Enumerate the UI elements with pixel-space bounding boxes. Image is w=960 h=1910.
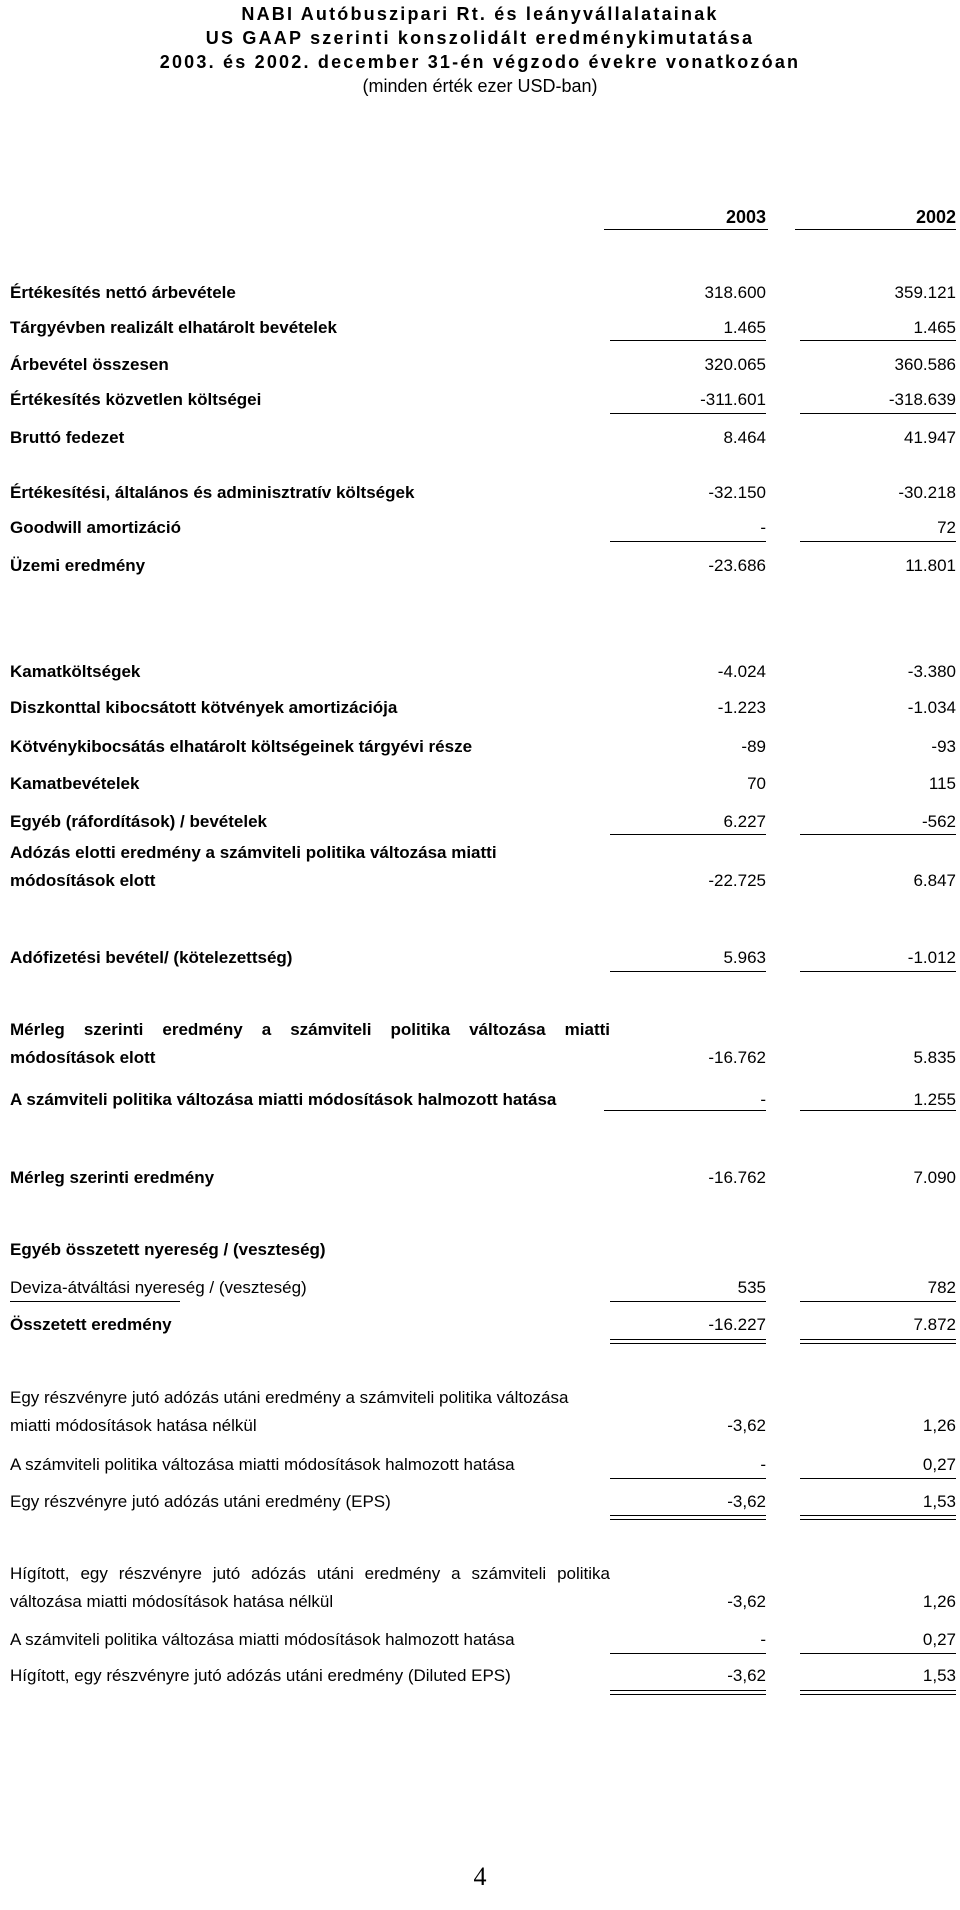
value-2002: 115 (928, 774, 956, 793)
value-2003: -32.150 (708, 483, 766, 502)
row-label: Üzemi eredmény (10, 556, 146, 575)
value-2002: -1.012 (907, 948, 956, 967)
underline (610, 1339, 766, 1340)
underline (800, 1301, 956, 1302)
header-company: NABI Autóbuszipari Rt. és leányvállalatainak (241, 4, 719, 24)
underline (610, 340, 766, 341)
value-2003: -1.223 (717, 698, 766, 717)
double-underline (610, 1694, 766, 1695)
value-2003: -23.686 (708, 556, 766, 575)
underline (800, 1653, 956, 1654)
header-period: 2003. és 2002. december 31-én végzodo évekre vonatkozóan (159, 52, 801, 72)
column-header-2003: 2003 (725, 207, 766, 227)
underline (800, 1690, 956, 1691)
value-2003: -3,62 (727, 1416, 766, 1435)
value-2003: 6.227 (723, 812, 766, 831)
value-2002: 1,53 (922, 1492, 956, 1511)
value-2003: 8.464 (723, 428, 766, 447)
double-underline (800, 1519, 956, 1520)
row-label: Hígított, egy részvényre jutó adózás utáni eredmény a számviteli politika változása miatti módosítások hatása nélkül (10, 1564, 610, 1611)
value-2002: 0,27 (922, 1630, 956, 1649)
row-label: A számviteli politika változása miatti módosítások halmozott hatása (10, 1455, 515, 1474)
value-2003: 70 (747, 774, 766, 793)
underline (800, 1339, 956, 1340)
row-label: Mérleg szerinti eredmény (10, 1168, 215, 1187)
row-label: Árbevétel összesen (10, 355, 169, 374)
value-2003: 535 (737, 1278, 766, 1297)
value-2003: -3,62 (727, 1666, 766, 1685)
value-2003: - (760, 1455, 766, 1474)
underline (610, 1301, 766, 1302)
double-underline (610, 1519, 766, 1520)
underline (800, 340, 956, 341)
row-label: A számviteli politika változása miatti módosítások halmozott hatása (10, 1630, 515, 1649)
label-underline (10, 1301, 180, 1302)
value-2003: -3,62 (727, 1492, 766, 1511)
header-title: US GAAP szerinti konszolidált eredménykimutatása (205, 28, 755, 48)
double-underline (800, 1694, 956, 1695)
row-label: Egyéb (ráfordítások) / bevételek (10, 812, 267, 831)
section-heading: Egyéb összetett nyereség / (veszteség) (10, 1240, 326, 1259)
value-2002: 72 (937, 518, 956, 537)
value-2002: 1,26 (922, 1416, 956, 1435)
value-2003: - (760, 1090, 766, 1109)
row-label: Egy részvényre jutó adózás utáni eredmény a számviteli politika változása miatti módosítások hatása nélkül (10, 1388, 569, 1435)
row-label: Bruttó fedezet (10, 428, 125, 447)
row-label: Hígított, egy részvényre jutó adózás utáni eredmény (Diluted EPS) (10, 1666, 511, 1685)
value-2002: 359.121 (894, 283, 956, 302)
value-2003: -22.725 (708, 871, 766, 890)
value-2002: 360.586 (894, 355, 956, 374)
row-label: Mérleg szerinti eredmény a számviteli politika változása miatti módosítások elott (10, 1020, 610, 1067)
underline (800, 834, 956, 835)
value-2003: - (760, 518, 766, 537)
value-2003: -89 (741, 737, 766, 756)
underline (604, 1110, 766, 1111)
double-underline (800, 1343, 956, 1344)
value-2002: -1.034 (907, 698, 956, 717)
value-2003: -4.024 (717, 662, 766, 681)
underline (800, 413, 956, 414)
row-label: Kamatbevételek (10, 774, 140, 793)
row-label: Értékesítés közvetlen költségei (10, 390, 262, 409)
row-label: Goodwill amortizáció (10, 518, 181, 537)
underline (610, 834, 766, 835)
row-label: Kamatköltségek (10, 662, 141, 681)
underline (610, 971, 766, 972)
value-2003: 5.963 (723, 948, 766, 967)
row-label: Összetett eredmény (10, 1315, 172, 1334)
underline (800, 1110, 956, 1111)
row-label: Értékesítés nettó árbevétele (10, 283, 236, 302)
value-2002: -30.218 (898, 483, 956, 502)
underline (610, 413, 766, 414)
underline (800, 541, 956, 542)
value-2003: 320.065 (704, 355, 766, 374)
underline (610, 1653, 766, 1654)
value-2002: 1.255 (913, 1090, 956, 1109)
value-2002: 0,27 (922, 1455, 956, 1474)
page-number: 4 (473, 1862, 487, 1891)
column-header-2002: 2002 (915, 207, 956, 227)
row-label: A számviteli politika változása miatti módosítások halmozott hatása (10, 1090, 557, 1109)
underline (610, 1690, 766, 1691)
row-label: Adófizetési bevétel/ (kötelezettség) (10, 948, 293, 967)
value-2002: 7.872 (913, 1315, 956, 1334)
value-2002: -93 (931, 737, 956, 756)
row-label: Deviza-átváltási nyereség / (veszteség) (10, 1278, 307, 1297)
underline (610, 1515, 766, 1516)
row-label: Kötvénykibocsátás elhatárolt költségeinek tárgyévi része (10, 737, 473, 756)
column-header-underline-2003 (604, 229, 768, 230)
value-2003: -16.227 (708, 1315, 766, 1334)
value-2002: 11.801 (905, 556, 956, 575)
report-header (0, 2, 960, 98)
row-label: Diszkonttal kibocsátott kötvények amortizációja (10, 698, 398, 717)
underline (610, 541, 766, 542)
column-header-underline-2002 (795, 229, 956, 230)
value-2002: 7.090 (913, 1168, 956, 1187)
underline (610, 1478, 766, 1479)
value-2002: 1,26 (922, 1592, 956, 1611)
underline (800, 971, 956, 972)
double-underline (610, 1343, 766, 1344)
value-2003: - (760, 1630, 766, 1649)
value-2002: 5.835 (913, 1048, 956, 1067)
value-2002: -562 (921, 812, 956, 831)
row-label: Egy részvényre jutó adózás utáni eredmény (EPS) (10, 1492, 391, 1511)
value-2003: -16.762 (708, 1048, 766, 1067)
value-2002: 782 (927, 1278, 956, 1297)
value-2003: -3,62 (727, 1592, 766, 1611)
value-2002: 1.465 (913, 318, 956, 337)
value-2002: -318.639 (888, 390, 956, 409)
value-2002: 41.947 (904, 428, 956, 447)
value-2003: 1.465 (723, 318, 766, 337)
value-2002: -3.380 (907, 662, 956, 681)
header-units: (minden érték ezer USD-ban) (362, 76, 598, 96)
row-label: Tárgyévben realizált elhatárolt bevételek (10, 318, 337, 337)
value-2003: -16.762 (708, 1168, 766, 1187)
value-2003: -311.601 (700, 390, 766, 409)
value-2003: 318.600 (704, 283, 766, 302)
row-label: Adózás elotti eredmény a számviteli politika változása miatti módosítások elott (10, 843, 497, 890)
underline (800, 1478, 956, 1479)
row-label: Értékesítési, általános és adminisztratív költségek (10, 483, 415, 502)
value-2002: 1,53 (922, 1666, 956, 1685)
underline (800, 1515, 956, 1516)
value-2002: 6.847 (913, 871, 956, 890)
